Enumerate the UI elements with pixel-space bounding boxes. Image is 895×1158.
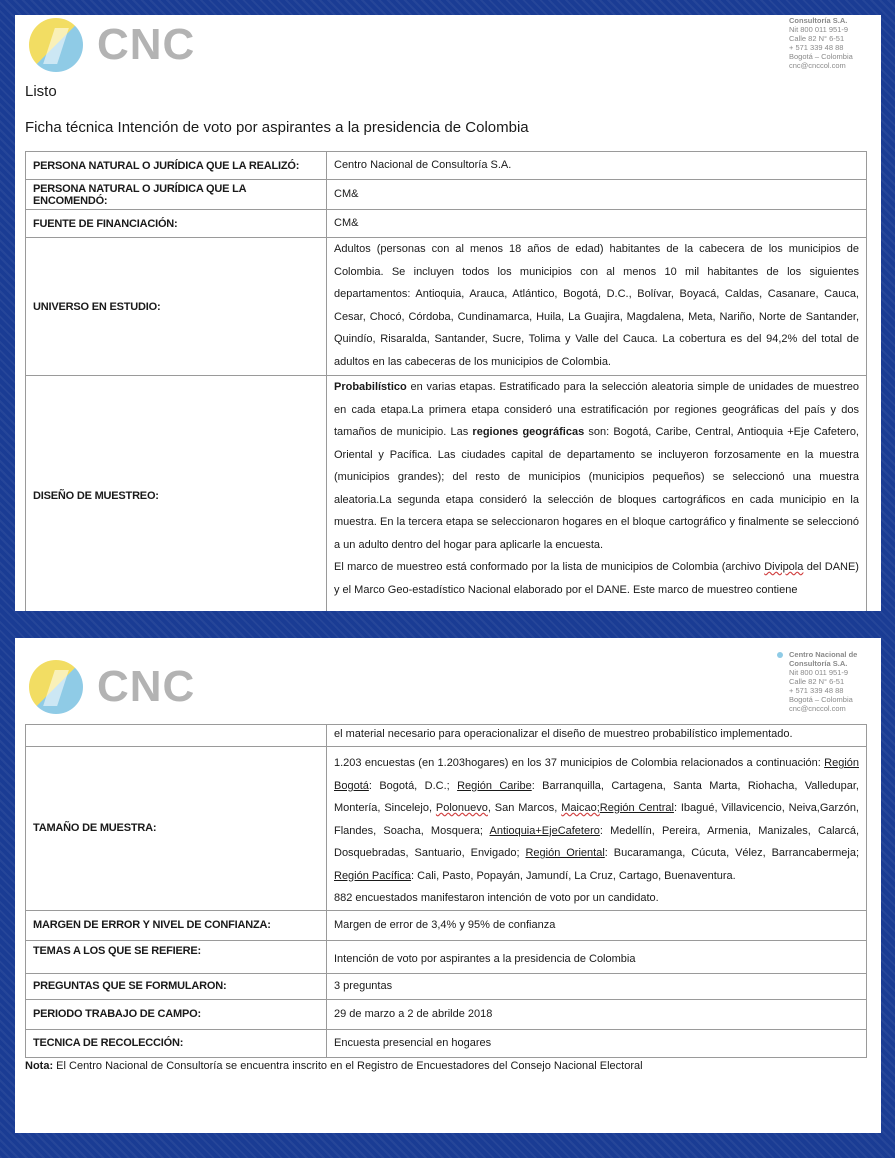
- text-span: en varias etapas. Estratificado para la selección aleatoria simple de unidades de muestreo en cada etapa.La primera etapa consideró una estratificación por regiones geográficas del país y dos tamaños de municipio. Las: [334, 381, 859, 438]
- contact-line: cnc@cnccol.com: [789, 61, 846, 70]
- cnc-logo-icon: [29, 18, 83, 72]
- contact-line: Calle 82 N° 6-51: [789, 34, 845, 43]
- table-row: [26, 725, 867, 747]
- table-row: [26, 1029, 867, 1057]
- contact-line: Consultoría S.A.: [789, 16, 848, 25]
- cnc-logo-text: CNC: [97, 20, 196, 69]
- region-name: Región Bogotá: [334, 757, 859, 792]
- contact-line: Nit 800 011 951-9: [789, 668, 849, 677]
- contact-block: [789, 16, 869, 70]
- row-label: TAMAÑO DE MUESTRA:: [26, 747, 327, 911]
- region-name: Región Oriental: [525, 847, 605, 859]
- contact-line: Consultoría S.A.: [789, 659, 848, 668]
- row-value: [327, 376, 867, 612]
- row-value: Adultos (personas con al menos 18 años de edad) habitantes de la cabecera de los municipios de Colombia. Se incluyen todos los municipios con al menos 10 mil habitantes de los siguientes departamentos: Antioquia, Arauca, Atlántico, Bogotá, D.C., Bolívar, Boyacá, Caldas, Casanare, Cauca, Cesar, Chocó, Córdoba, Cundinamarca, Huila, La Guajira, Magdalena, Meta, Nariño, Norte de Santander, Quindío, Risaralda, Santander, Sucre, Tolima y Valle del Cauca. La cobertura es del 94,2% del total de adultos en las cabeceras de los municipios de Colombia.: [327, 238, 867, 376]
- text-span: El marco de muestreo está conformado por la lista de municipios de Colombia (archivo: [334, 561, 765, 573]
- row-value: Encuesta presencial en hogares: [327, 1029, 867, 1057]
- table-row: [26, 910, 867, 940]
- text-span: : Barranquilla, Cartagena, Santa Marta, Riohacha, Valledupar, Montería, Sincelejo,: [334, 779, 859, 814]
- text-span: , San Marcos,: [487, 802, 562, 814]
- text-span: son: Bogotá, Caribe, Central, Antioquia +Eje Cafetero, Oriental y Pacífica. Las ciudades capital de departamento se incluyeron forzosamente en la muestra (municipios grandes); del resto de municipios (municipios pequeños) se seleccionó una muestra aleatoria.La segunda etapa consideró la selección de bloques cartográficos en cada municipio en la muestra. En la tercera etapa se seleccionaron hogares en el bloque cartográfico y finalmente se seleccionó a un adulto dentro del hogar para aplicarle la encuesta.: [334, 426, 859, 551]
- document-page-2: [15, 638, 881, 1133]
- footnote-text: El Centro Nacional de Consultoría se encuentra inscrito en el Registro de Encuestadores del Consejo Nacional Electoral: [53, 1060, 643, 1072]
- table-row: [26, 747, 867, 911]
- contact-line: cnc@cnccol.com: [789, 704, 846, 713]
- text-span: del DANE) y el Marco Geo-estadístico Nacional elaborado por el DANE. Este marco de muestreo contiene: [334, 561, 859, 596]
- row-value: Intención de voto por aspirantes a la presidencia de Colombia: [327, 940, 867, 973]
- row-label: PERIODO TRABAJO DE CAMPO:: [26, 999, 327, 1029]
- table-row: [26, 210, 867, 238]
- row-label: DISEÑO DE MUESTREO:: [26, 376, 327, 612]
- contact-line: Calle 82 N° 6-51: [789, 677, 845, 686]
- footnote-label: Nota:: [25, 1060, 54, 1072]
- row-label: PREGUNTAS QUE SE FORMULARON:: [26, 973, 327, 999]
- footnote: [25, 1060, 643, 1072]
- row-value: el material necesario para operacionalizar el diseño de muestreo probabilístico implementado.: [327, 725, 867, 747]
- region-name: Antioquia+EjeCafetero: [489, 824, 600, 837]
- table-row: [26, 376, 867, 612]
- region-name: Región Pacífica: [334, 869, 412, 882]
- table-row: [26, 238, 867, 376]
- text-span: : Bucaramanga, Cúcuta, Vélez, Barrancabermeja;: [604, 847, 860, 859]
- table-row: [26, 940, 867, 973]
- bullet-icon: [777, 652, 783, 658]
- contact-block: [789, 650, 869, 713]
- text-span: : Bogotá, D.C.;: [368, 779, 458, 792]
- table-row: [26, 152, 867, 180]
- table-row: [26, 180, 867, 210]
- text-span: : Ibagué, Villavicencio, Neiva,Garzón, Flandes, Soacha, Mosquera;: [334, 802, 859, 837]
- row-value: CM&: [327, 210, 867, 238]
- row-label: PERSONA NATURAL O JURÍDICA QUE LA ENCOMENDÓ:: [26, 180, 327, 210]
- text-span: : Medellín, Pereira, Armenia, Manizales, Calarcá, Dosquebradas, Santuario, Envigado;: [334, 824, 859, 859]
- document-page-1: [15, 15, 881, 611]
- row-label: [26, 725, 327, 747]
- technical-sheet-table: [25, 151, 867, 611]
- row-label: TECNICA DE RECOLECCIÓN:: [26, 1029, 327, 1057]
- table-row: [26, 999, 867, 1029]
- bold-text: regiones geográficas: [472, 426, 585, 438]
- row-label: PERSONA NATURAL O JURÍDICA QUE LA REALIZÓ:: [26, 152, 327, 180]
- table-row: [26, 973, 867, 999]
- row-value: 29 de marzo a 2 de abrilde 2018: [327, 999, 867, 1029]
- contact-line: Centro Nacional de: [789, 650, 858, 659]
- row-value: [327, 747, 867, 911]
- spellcheck-word: Maicao;: [561, 802, 600, 814]
- row-label: UNIVERSO EN ESTUDIO:: [26, 238, 327, 376]
- document-title: Ficha técnica Intención de voto por aspirantes a la presidencia de Colombia: [25, 119, 529, 136]
- status-text: Listo: [25, 83, 57, 100]
- bold-text: Probabilístico: [334, 381, 407, 393]
- text-span: : Cali, Pasto, Popayán, Jamundí, La Cruz, Cartago, Buenaventura.: [411, 869, 736, 882]
- text-span: 882 encuestados manifestaron intención de voto por un candidato.: [334, 892, 659, 904]
- region-name: Región Central: [599, 802, 674, 814]
- contact-line: Nit 800 011 951-9: [789, 25, 849, 34]
- contact-line: Bogotá – Colombia: [789, 52, 853, 61]
- cnc-logo-text: CNC: [97, 662, 196, 711]
- row-value: CM&: [327, 180, 867, 210]
- contact-line: Bogotá – Colombia: [789, 695, 853, 704]
- contact-line: + 571 339 48 88: [789, 43, 844, 52]
- technical-sheet-table-continued: [25, 724, 867, 1058]
- row-value: Centro Nacional de Consultoría S.A.: [327, 152, 867, 180]
- row-label: TEMAS A LOS QUE SE REFIERE:: [26, 940, 327, 973]
- row-value: 3 preguntas: [327, 973, 867, 999]
- row-label: FUENTE DE FINANCIACIÓN:: [26, 210, 327, 238]
- spellcheck-word: Polonuevo: [435, 802, 488, 814]
- row-value: Margen de error de 3,4% y 95% de confianza: [327, 910, 867, 940]
- text-span: 1.203 encuestas (en 1.203hogares) en los 37 municipios de Colombia relacionados a continuación:: [334, 757, 825, 769]
- contact-line: + 571 339 48 88: [789, 686, 844, 695]
- row-label: MARGEN DE ERROR Y NIVEL DE CONFIANZA:: [26, 910, 327, 940]
- region-name: Región Caribe: [457, 779, 532, 792]
- spellcheck-word: Divipola: [764, 561, 804, 573]
- cnc-logo-icon: [29, 660, 83, 714]
